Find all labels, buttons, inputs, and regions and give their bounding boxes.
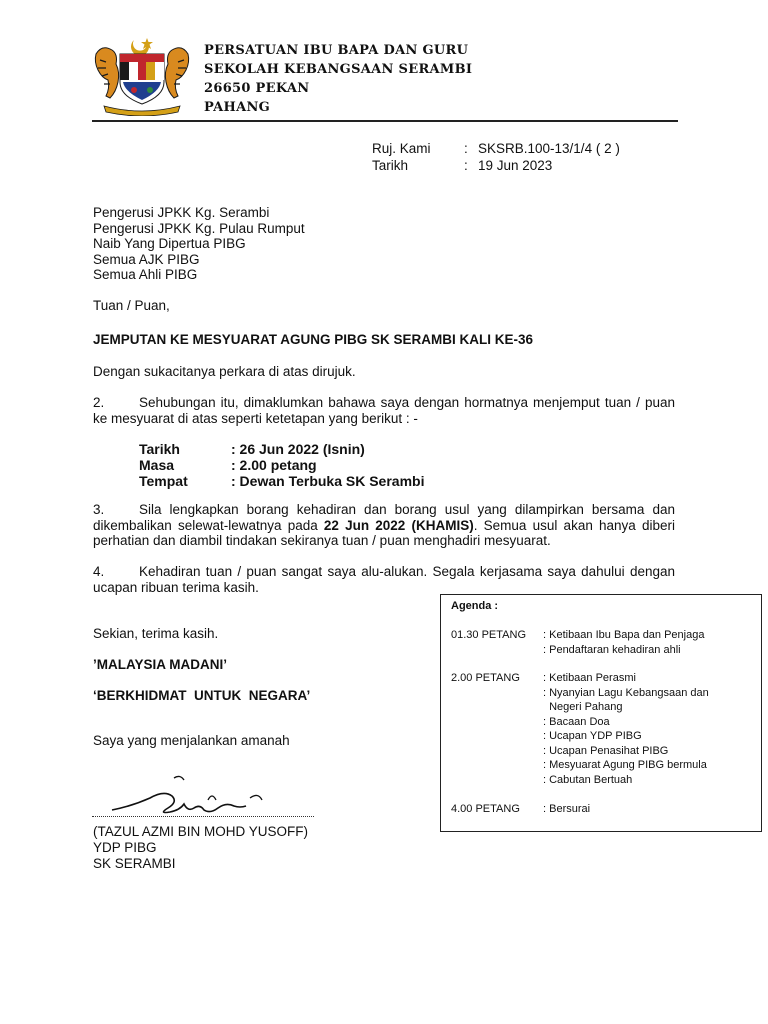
agenda-item: : Ketibaan Perasmi	[543, 672, 636, 684]
closing-amanah: Saya yang menjalankan amanah	[93, 733, 290, 748]
agenda-time: 4.00 PETANG	[451, 803, 520, 815]
paragraph-3-text-a: Sila lengkapkan borang kehadiran dan borang usul yang dilampirkan bersama dan dikembalikan selewat-lewatnya pada	[93, 502, 675, 533]
header-divider	[92, 120, 678, 122]
reference-row	[372, 140, 620, 157]
paragraph-number: 4.	[93, 564, 105, 579]
signer-title: YDP PIBG	[93, 840, 157, 855]
detail-label: Tarikh	[139, 441, 180, 457]
salutation: Tuan / Puan,	[93, 298, 170, 313]
detail-label: Masa	[139, 457, 175, 473]
agenda-item: : Ketibaan Ibu Bapa dan Penjaga	[543, 629, 705, 641]
signer-name: (TAZUL AZMI BIN MOHD YUSOFF)	[93, 824, 309, 839]
paragraph-3-text-b: . Semua usul akan hanya diberi perhatian dan diambil tindakan sekiranya tuan / puan menghadiri mesyuarat.	[93, 517, 675, 548]
tarikh-value: 19 Jun 2023	[478, 158, 553, 173]
agenda-item: : Pendaftaran kehadiran ahli	[543, 643, 681, 656]
ruj-label: Ruj. Kami	[372, 141, 431, 156]
org-line-3: 26650 PEKAN	[204, 81, 310, 96]
org-line-1: PERSATUAN IBU BAPA DAN GURU	[204, 43, 469, 58]
detail-value: : 2.00 petang	[231, 457, 317, 473]
org-line-4: PAHANG	[204, 100, 271, 115]
agenda-item: : Ucapan Penasihat PIBG	[543, 744, 669, 757]
agenda-item: : Bersurai	[543, 803, 591, 815]
paragraph-4	[93, 564, 675, 595]
org-line-2: SEKOLAH KEBANGSAAN SERAMBI	[204, 62, 473, 77]
paragraph-2	[93, 395, 675, 426]
organization-address	[204, 41, 472, 117]
detail-row	[139, 457, 424, 473]
paragraph-number: 2.	[93, 395, 105, 410]
reference-block	[372, 140, 620, 174]
detail-row	[139, 441, 424, 457]
agenda-item: : Cabutan Bertuah	[543, 773, 633, 786]
detail-row	[139, 473, 424, 489]
date-row	[372, 157, 620, 174]
agenda-slot	[451, 802, 590, 817]
detail-value: : Dewan Terbuka SK Serambi	[231, 473, 425, 489]
agenda-title: Agenda :	[451, 600, 499, 612]
meeting-details	[139, 441, 424, 489]
agenda-items	[543, 671, 709, 787]
agenda-item: : Mesyuarat Agung PIBG bermula	[543, 759, 707, 771]
ruj-separator: :	[464, 141, 468, 156]
tarikh-separator: :	[464, 158, 468, 173]
ruj-value: SKSRB.100-13/1/4 ( 2 )	[478, 141, 620, 156]
recipient-item: Pengerusi JPKK Kg. Serambi	[93, 205, 270, 220]
paragraph-2-text: Sehubungan itu, dimaklumkan bahawa saya dengan hormatnya menjemput tuan / puan ke mesyuarat di atas seperti ketetapan yang berikut : -	[93, 395, 675, 426]
paragraph-number: 3.	[93, 502, 105, 517]
recipient-item: Naib Yang Dipertua PIBG	[93, 236, 246, 251]
motto-madani: ’MALAYSIA MADANI’	[93, 657, 228, 672]
detail-value: : 26 Jun 2022 (Isnin)	[231, 441, 365, 457]
letter-subject: JEMPUTAN KE MESYUARAT AGUNG PIBG SK SERAMBI KALI KE-36	[93, 332, 534, 347]
paragraph-3	[93, 502, 675, 549]
agenda-items	[543, 628, 704, 657]
coat-of-arms-logo	[90, 36, 194, 116]
deadline-date: 22 Jun 2022 (KHAMIS)	[323, 517, 474, 533]
paragraph-4-text: Kehadiran tuan / puan sangat saya alu-alukan. Segala kerjasama saya dahului dengan ucapan ribuan terima kasih.	[93, 564, 675, 595]
recipient-item: Pengerusi JPKK Kg. Pulau Rumput	[93, 220, 305, 236]
signer-org: SK SERAMBI	[93, 856, 176, 871]
agenda-slot	[451, 628, 704, 657]
motto-berkhidmat: ‘BERKHIDMAT UNTUK NEGARA’	[93, 688, 311, 703]
recipient-item: Semua Ahli PIBG	[93, 267, 198, 282]
agenda-item: : Nyanyian Lagu Kebangsaan dan	[543, 686, 709, 699]
agenda-time: 2.00 PETANG	[451, 672, 520, 684]
opening-line: Dengan sukacitanya perkara di atas dirujuk.	[93, 364, 356, 379]
agenda-time: 01.30 PETANG	[451, 629, 526, 641]
signer-block	[93, 824, 308, 872]
agenda-item: : Bacaan Doa	[543, 715, 610, 728]
signature-line	[92, 816, 314, 817]
agenda-item: : Ucapan YDP PIBG	[543, 730, 642, 742]
detail-label: Tempat	[139, 473, 188, 489]
agenda-box	[440, 594, 762, 832]
recipient-list	[93, 205, 675, 283]
agenda-item: Negeri Pahang	[543, 701, 623, 713]
closing-thanks: Sekian, terima kasih.	[93, 626, 219, 641]
tarikh-label: Tarikh	[372, 158, 409, 173]
agenda-slot	[451, 671, 709, 787]
recipient-item: Semua AJK PIBG	[93, 251, 200, 267]
agenda-items	[543, 802, 590, 817]
